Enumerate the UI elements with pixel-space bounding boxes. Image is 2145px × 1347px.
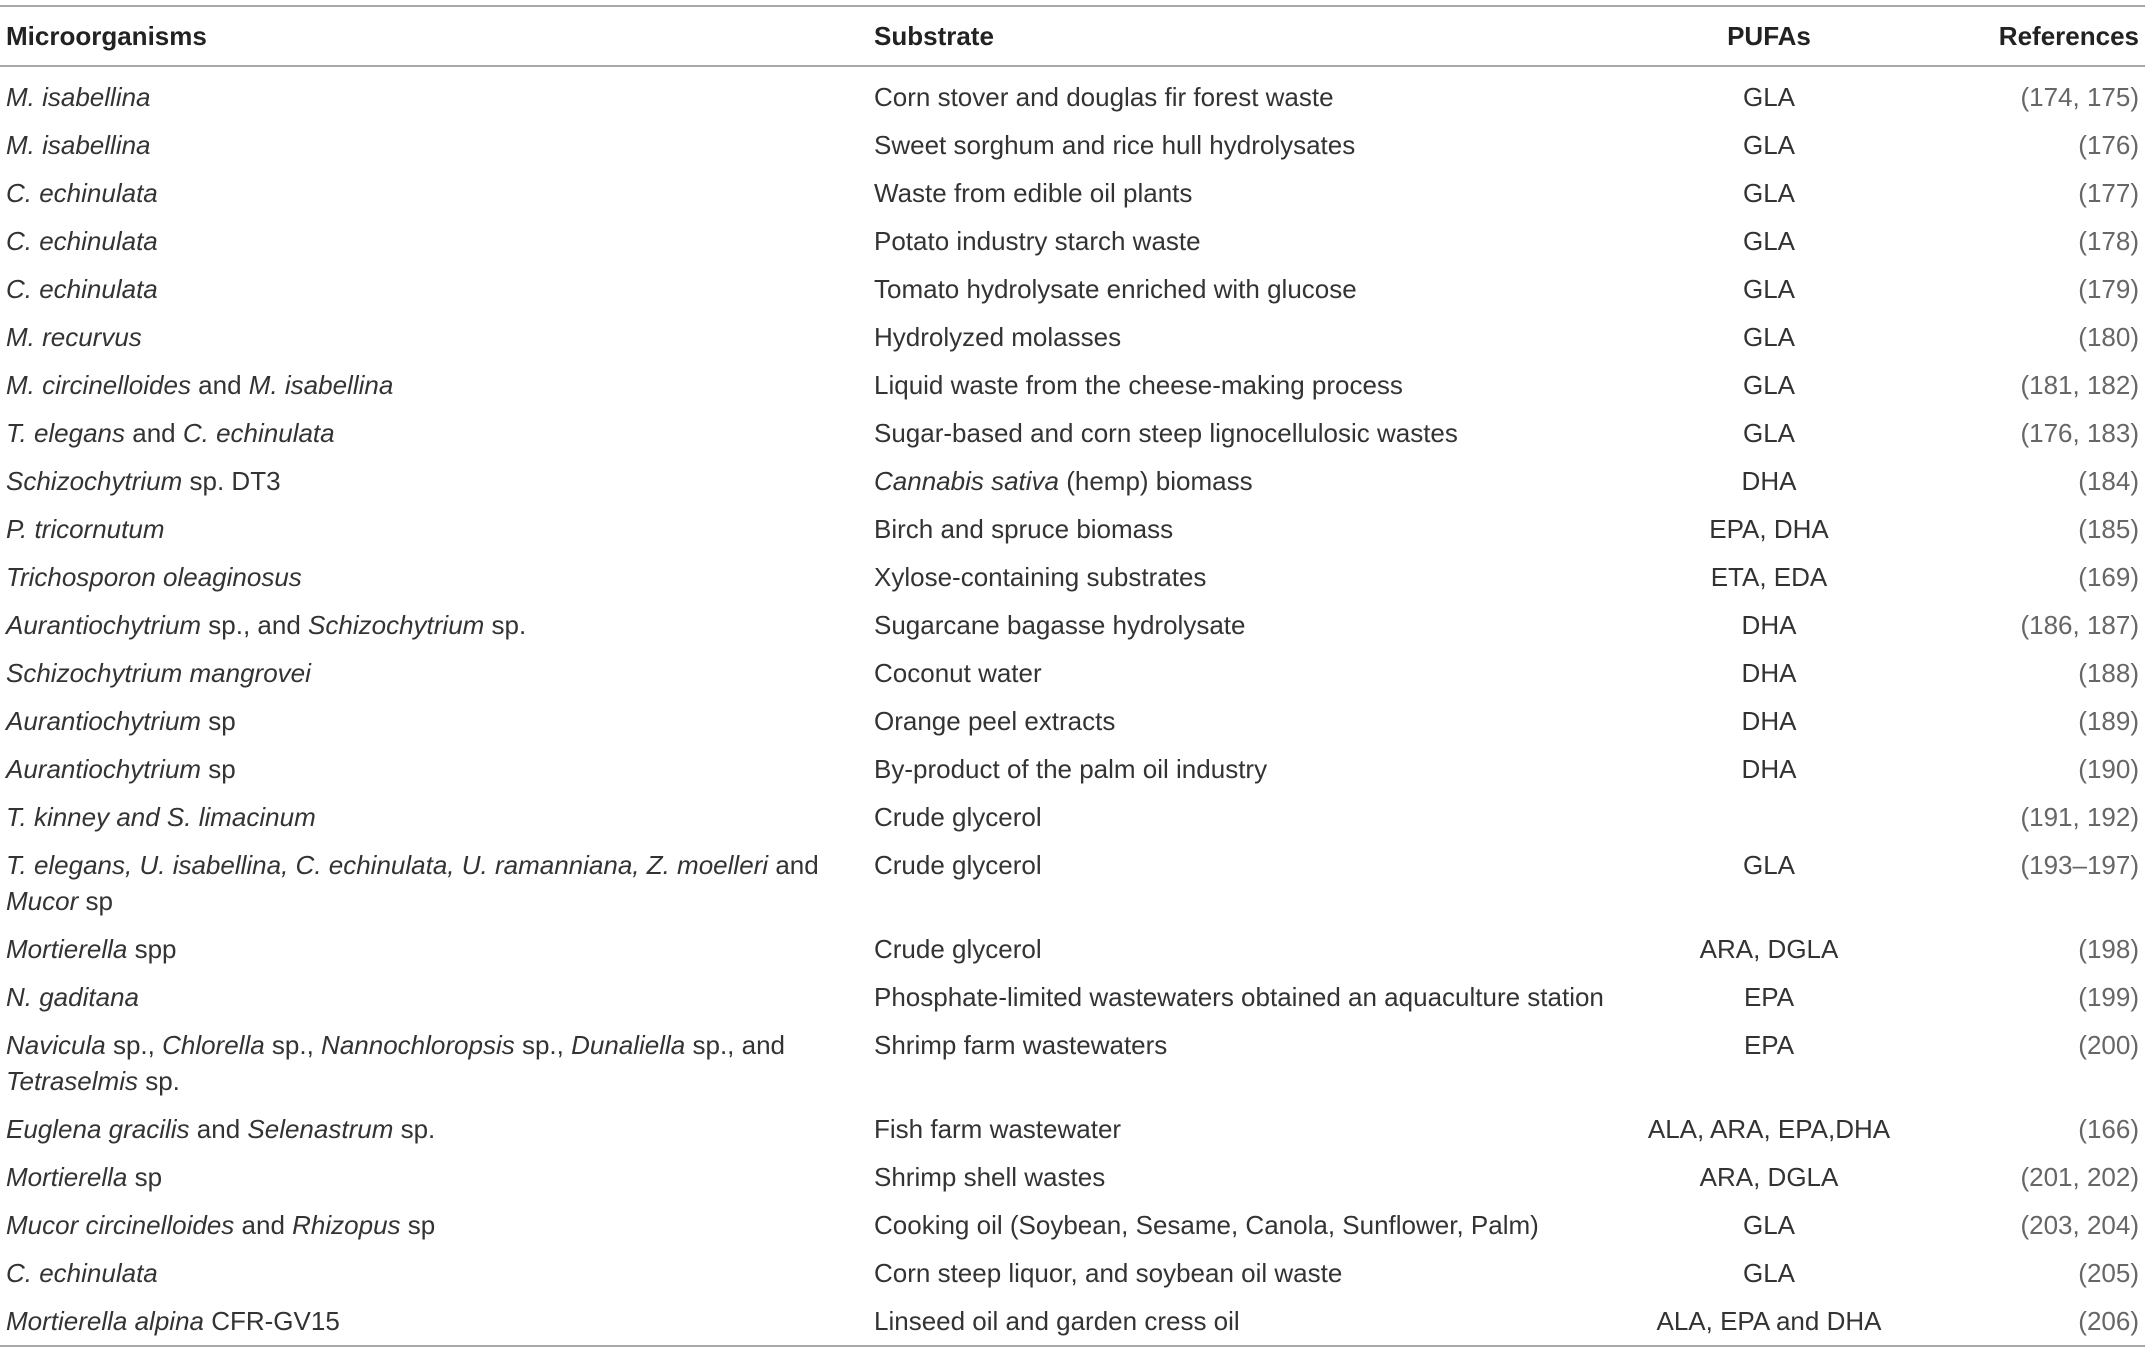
substrate-text-run: Orange peel extracts [874,706,1116,736]
microorganism-cell [0,601,874,649]
references-cell: (185) [2078,514,2139,544]
substrate-text-run: Hydrolyzed molasses [874,322,1122,352]
substrate-cell [874,169,1624,217]
table-row [0,793,2145,841]
table-row [0,121,2145,169]
substrate-cell [874,505,1624,553]
substrate-cell [874,1201,1624,1249]
pufas-cell: GLA [1742,322,1796,352]
references-cell: (179) [2078,274,2139,304]
microorganism-text-run: C. echinulata [6,1258,158,1288]
table-row [0,505,2145,553]
pufas-cell: GLA [1742,1258,1796,1288]
references-cell: (177) [2078,178,2139,208]
microorganism-cell [0,1021,874,1105]
substrate-text-run: Shrimp farm wastewaters [874,1030,1168,1060]
references-cell: (176) [2078,130,2139,160]
microorganism-text-run: Euglena gracilis [6,1114,190,1144]
substrate-cell [874,457,1624,505]
microorganism-cell [0,925,874,973]
pufas-cell: ALA, EPA and DHA [1656,1306,1882,1336]
microorganism-cell [0,121,874,169]
substrate-text-run: Tomato hydrolysate enriched with glucose [874,274,1357,304]
references-cell: (181, 182) [2020,370,2139,400]
microorganism-text-run: and [190,370,249,400]
microorganism-text-run: sp. [137,1066,180,1096]
microorganism-text-run: Dunaliella [571,1030,686,1060]
microorganism-cell [0,457,874,505]
microorganism-cell [0,313,874,361]
references-cell: (174, 175) [2020,82,2139,112]
microorganism-text-run: sp., [105,1030,163,1060]
microorganism-text-run: Nannochloropsis [321,1030,515,1060]
microorganism-text-run: M. isabellina [6,130,151,160]
microorganism-text-run: N. gaditana [6,982,139,1012]
microorganism-text-run: Schizochytrium mangrovei [6,658,311,688]
microorganism-text-run: sp. [393,1114,436,1144]
substrate-cell [874,313,1624,361]
substrate-text-run: By-product of the palm oil industry [874,754,1268,784]
pufas-cell: GLA [1742,82,1796,112]
substrate-cell [874,973,1624,1021]
microorganism-text-run: Schizochytrium [308,610,485,640]
references-cell: (193–197) [2020,850,2139,880]
microorganism-cell [0,793,874,841]
microorganism-text-run: C. echinulata [6,274,158,304]
references-cell: (199) [2078,982,2139,1012]
table-row [0,169,2145,217]
pufas-cell: EPA [1743,1030,1795,1060]
microorganism-text-run: Chlorella [162,1030,265,1060]
header-substrate: Substrate [874,20,994,51]
table-row [0,1105,2145,1153]
microorganism-text-run: Mucor circinelloides [6,1210,235,1240]
microorganism-text-run: and [768,850,819,880]
microorganism-text-run: Aurantiochytrium [6,706,202,736]
pufas-cell: EPA, DHA [1709,514,1829,544]
pufas-cell: GLA [1742,130,1796,160]
pufas-cell: ARA, DGLA [1699,934,1839,964]
pufas-cell: ETA, EDA [1710,562,1828,592]
substrate-text-run: Crude glycerol [874,802,1042,832]
substrate-cell [874,66,1624,121]
substrate-cell [874,1297,1624,1346]
microorganism-cell [0,1153,874,1201]
microorganism-text-run: sp [201,706,236,736]
substrate-cell [874,217,1624,265]
microorganism-text-run: M. circinelloides [6,370,191,400]
microorganism-cell [0,505,874,553]
table-row [0,697,2145,745]
pufas-cell: DHA [1741,754,1797,784]
microorganism-text-run: and [125,418,183,448]
substrate-text-run: Xylose-containing substrates [874,562,1207,592]
references-cell: (190) [2078,754,2139,784]
pufas-cell: DHA [1741,610,1797,640]
references-cell: (189) [2078,706,2139,736]
pufas-cell: GLA [1742,1210,1796,1240]
table-row [0,973,2145,1021]
substrate-cell [874,745,1624,793]
pufas-cell: EPA [1743,982,1795,1012]
pufas-cell: GLA [1742,370,1796,400]
substrate-text-run: Liquid waste from the cheese-making process [874,370,1403,400]
substrate-cell [874,601,1624,649]
table-row [0,66,2145,121]
microorganism-text-run: Rhizopus [292,1210,401,1240]
microorganism-text-run: sp. [484,610,527,640]
microorganism-cell [0,409,874,457]
microorganism-text-run: M. recurvus [6,322,142,352]
substrate-cell [874,409,1624,457]
table-row [0,553,2145,601]
microorganism-cell [0,1249,874,1297]
pufas-cell: GLA [1742,178,1796,208]
microorganism-text-run: and [189,1114,248,1144]
microorganism-cell [0,217,874,265]
microorganism-cell [0,745,874,793]
microorganism-text-run: sp [78,886,113,916]
substrate-text-run: Crude glycerol [874,934,1042,964]
substrate-text-run: Sweet sorghum and rice hull hydrolysates [874,130,1356,160]
header-references: References [1998,20,2139,51]
references-cell: (201, 202) [2020,1162,2139,1192]
pufas-cell: GLA [1742,418,1796,448]
table-row [0,361,2145,409]
microorganism-text-run: C. echinulata [6,226,158,256]
header-row [0,6,2145,66]
substrate-cell [874,265,1624,313]
references-cell: (178) [2078,226,2139,256]
pufa-substrate-table [0,5,2145,1347]
references-cell: (166) [2078,1114,2139,1144]
microorganism-text-run: sp., and [201,610,309,640]
references-cell: (169) [2078,562,2139,592]
substrate-cell [874,1153,1624,1201]
microorganism-text-run: sp., [264,1030,322,1060]
microorganism-text-run: Aurantiochytrium [6,754,202,784]
microorganism-cell [0,649,874,697]
references-cell: (180) [2078,322,2139,352]
substrate-text-run: (hemp) biomass [1059,466,1253,496]
table-row [0,217,2145,265]
microorganism-text-run: sp. DT3 [182,466,281,496]
microorganism-text-run: Mortierella [6,1162,128,1192]
table-row [0,409,2145,457]
microorganism-text-run: Aurantiochytrium [6,610,202,640]
substrate-text-run: Corn steep liquor, and soybean oil waste [874,1258,1343,1288]
microorganism-text-run: sp., [514,1030,572,1060]
references-cell: (206) [2078,1306,2139,1336]
pufas-cell: DHA [1741,658,1797,688]
table-row [0,925,2145,973]
microorganism-text-run: Trichosporon oleaginosus [6,562,302,592]
table-row [0,841,2145,925]
microorganism-text-run: sp [400,1210,436,1240]
microorganism-text-run: T. elegans, U. isabellina, C. echinulata, U. ramanniana, Z. moelleri [6,850,769,880]
substrate-cell [874,553,1624,601]
microorganism-cell [0,66,874,121]
substrate-text-run: Sugar-based and corn steep lignocellulosic wastes [874,418,1458,448]
pufas-cell: ARA, DGLA [1699,1162,1839,1192]
microorganism-text-run: T. kinney and S. limacinum [6,802,316,832]
header-pufas: PUFAs [1727,20,1811,51]
microorganism-cell [0,841,874,925]
microorganism-text-run: Mortierella alpina [6,1306,204,1336]
table-row [0,265,2145,313]
references-cell: (184) [2078,466,2139,496]
microorganism-text-run: Navicula [6,1030,106,1060]
substrate-text-run: Fish farm wastewater [874,1114,1122,1144]
table-row [0,313,2145,361]
substrate-text-run: Corn stover and douglas fir forest waste [874,82,1334,112]
pufas-cell: DHA [1741,466,1797,496]
microorganism-text-run: sp [127,1162,163,1192]
substrate-text-run: Coconut water [874,658,1042,688]
microorganism-text-run: Tetraselmis [6,1066,138,1096]
pufas-cell: GLA [1742,850,1796,880]
microorganism-text-run: P. tricornutum [6,514,165,544]
microorganism-text-run: spp [127,934,177,964]
microorganism-cell [0,697,874,745]
substrate-text-run: Potato industry starch waste [874,226,1201,256]
pufas-cell [1624,793,1914,841]
table-row [0,649,2145,697]
references-cell: (188) [2078,658,2139,688]
table-row [0,1249,2145,1297]
table-row [0,601,2145,649]
microorganism-text-run: CFR-GV15 [203,1306,340,1336]
substrate-text-run: Crude glycerol [874,850,1042,880]
microorganism-cell [0,361,874,409]
microorganism-text-run: Mucor [6,886,79,916]
header-microorganisms: Microorganisms [6,20,207,51]
substrate-cell [874,361,1624,409]
table-header [0,6,2145,66]
substrate-text-run: Waste from edible oil plants [874,178,1193,208]
substrate-text-run: Linseed oil and garden cress oil [874,1306,1240,1336]
microorganism-text-run: sp [201,754,236,784]
microorganism-text-run: and [234,1210,293,1240]
microorganism-text-run: sp., and [685,1030,785,1060]
microorganism-cell [0,169,874,217]
substrate-cell [874,649,1624,697]
references-cell: (186, 187) [2020,610,2139,640]
substrate-cell [874,925,1624,973]
substrate-text-run: Cannabis sativa [874,466,1059,496]
table-row [0,1153,2145,1201]
substrate-cell [874,1249,1624,1297]
references-cell: (198) [2078,934,2139,964]
microorganism-cell [0,1105,874,1153]
microorganism-cell [0,1297,874,1346]
references-cell: (203, 204) [2020,1210,2139,1240]
substrate-cell [874,1021,1624,1105]
references-cell: (200) [2078,1030,2139,1060]
substrate-text-run: Birch and spruce biomass [874,514,1174,544]
table-body [0,66,2145,1346]
substrate-text-run: Sugarcane bagasse hydrolysate [874,610,1246,640]
table-row [0,457,2145,505]
microorganism-text-run: Selenastrum [247,1114,394,1144]
microorganism-cell [0,1201,874,1249]
microorganism-text-run: C. echinulata [182,418,335,448]
microorganism-cell [0,265,874,313]
references-cell: (191, 192) [2020,802,2139,832]
substrate-text-run: Shrimp shell wastes [874,1162,1106,1192]
microorganism-text-run: M. isabellina [248,370,394,400]
references-cell: (205) [2078,1258,2139,1288]
table-row [0,745,2145,793]
substrate-text-run: Cooking oil (Soybean, Sesame, Canola, Sunflower, Palm) [874,1210,1539,1240]
microorganism-text-run: M. isabellina [6,82,151,112]
microorganism-text-run: C. echinulata [6,178,158,208]
microorganism-text-run: T. elegans [6,418,126,448]
pufas-cell: DHA [1741,706,1797,736]
substrate-cell [874,793,1624,841]
substrate-cell [874,697,1624,745]
pufas-cell: ALA, ARA, EPA,DHA [1647,1114,1891,1144]
microorganism-text-run: Schizochytrium [6,466,183,496]
substrate-cell [874,841,1624,925]
substrate-cell [874,121,1624,169]
pufas-cell: GLA [1742,274,1796,304]
microorganism-cell [0,553,874,601]
substrate-cell [874,1105,1624,1153]
substrate-text-run: Phosphate-limited wastewaters obtained an aquaculture station [874,982,1604,1012]
pufas-cell: GLA [1742,226,1796,256]
references-cell: (176, 183) [2020,418,2139,448]
microorganism-cell [0,973,874,1021]
table-row [0,1201,2145,1249]
table-row [0,1297,2145,1346]
table-row [0,1021,2145,1105]
microorganism-text-run: Mortierella [6,934,128,964]
